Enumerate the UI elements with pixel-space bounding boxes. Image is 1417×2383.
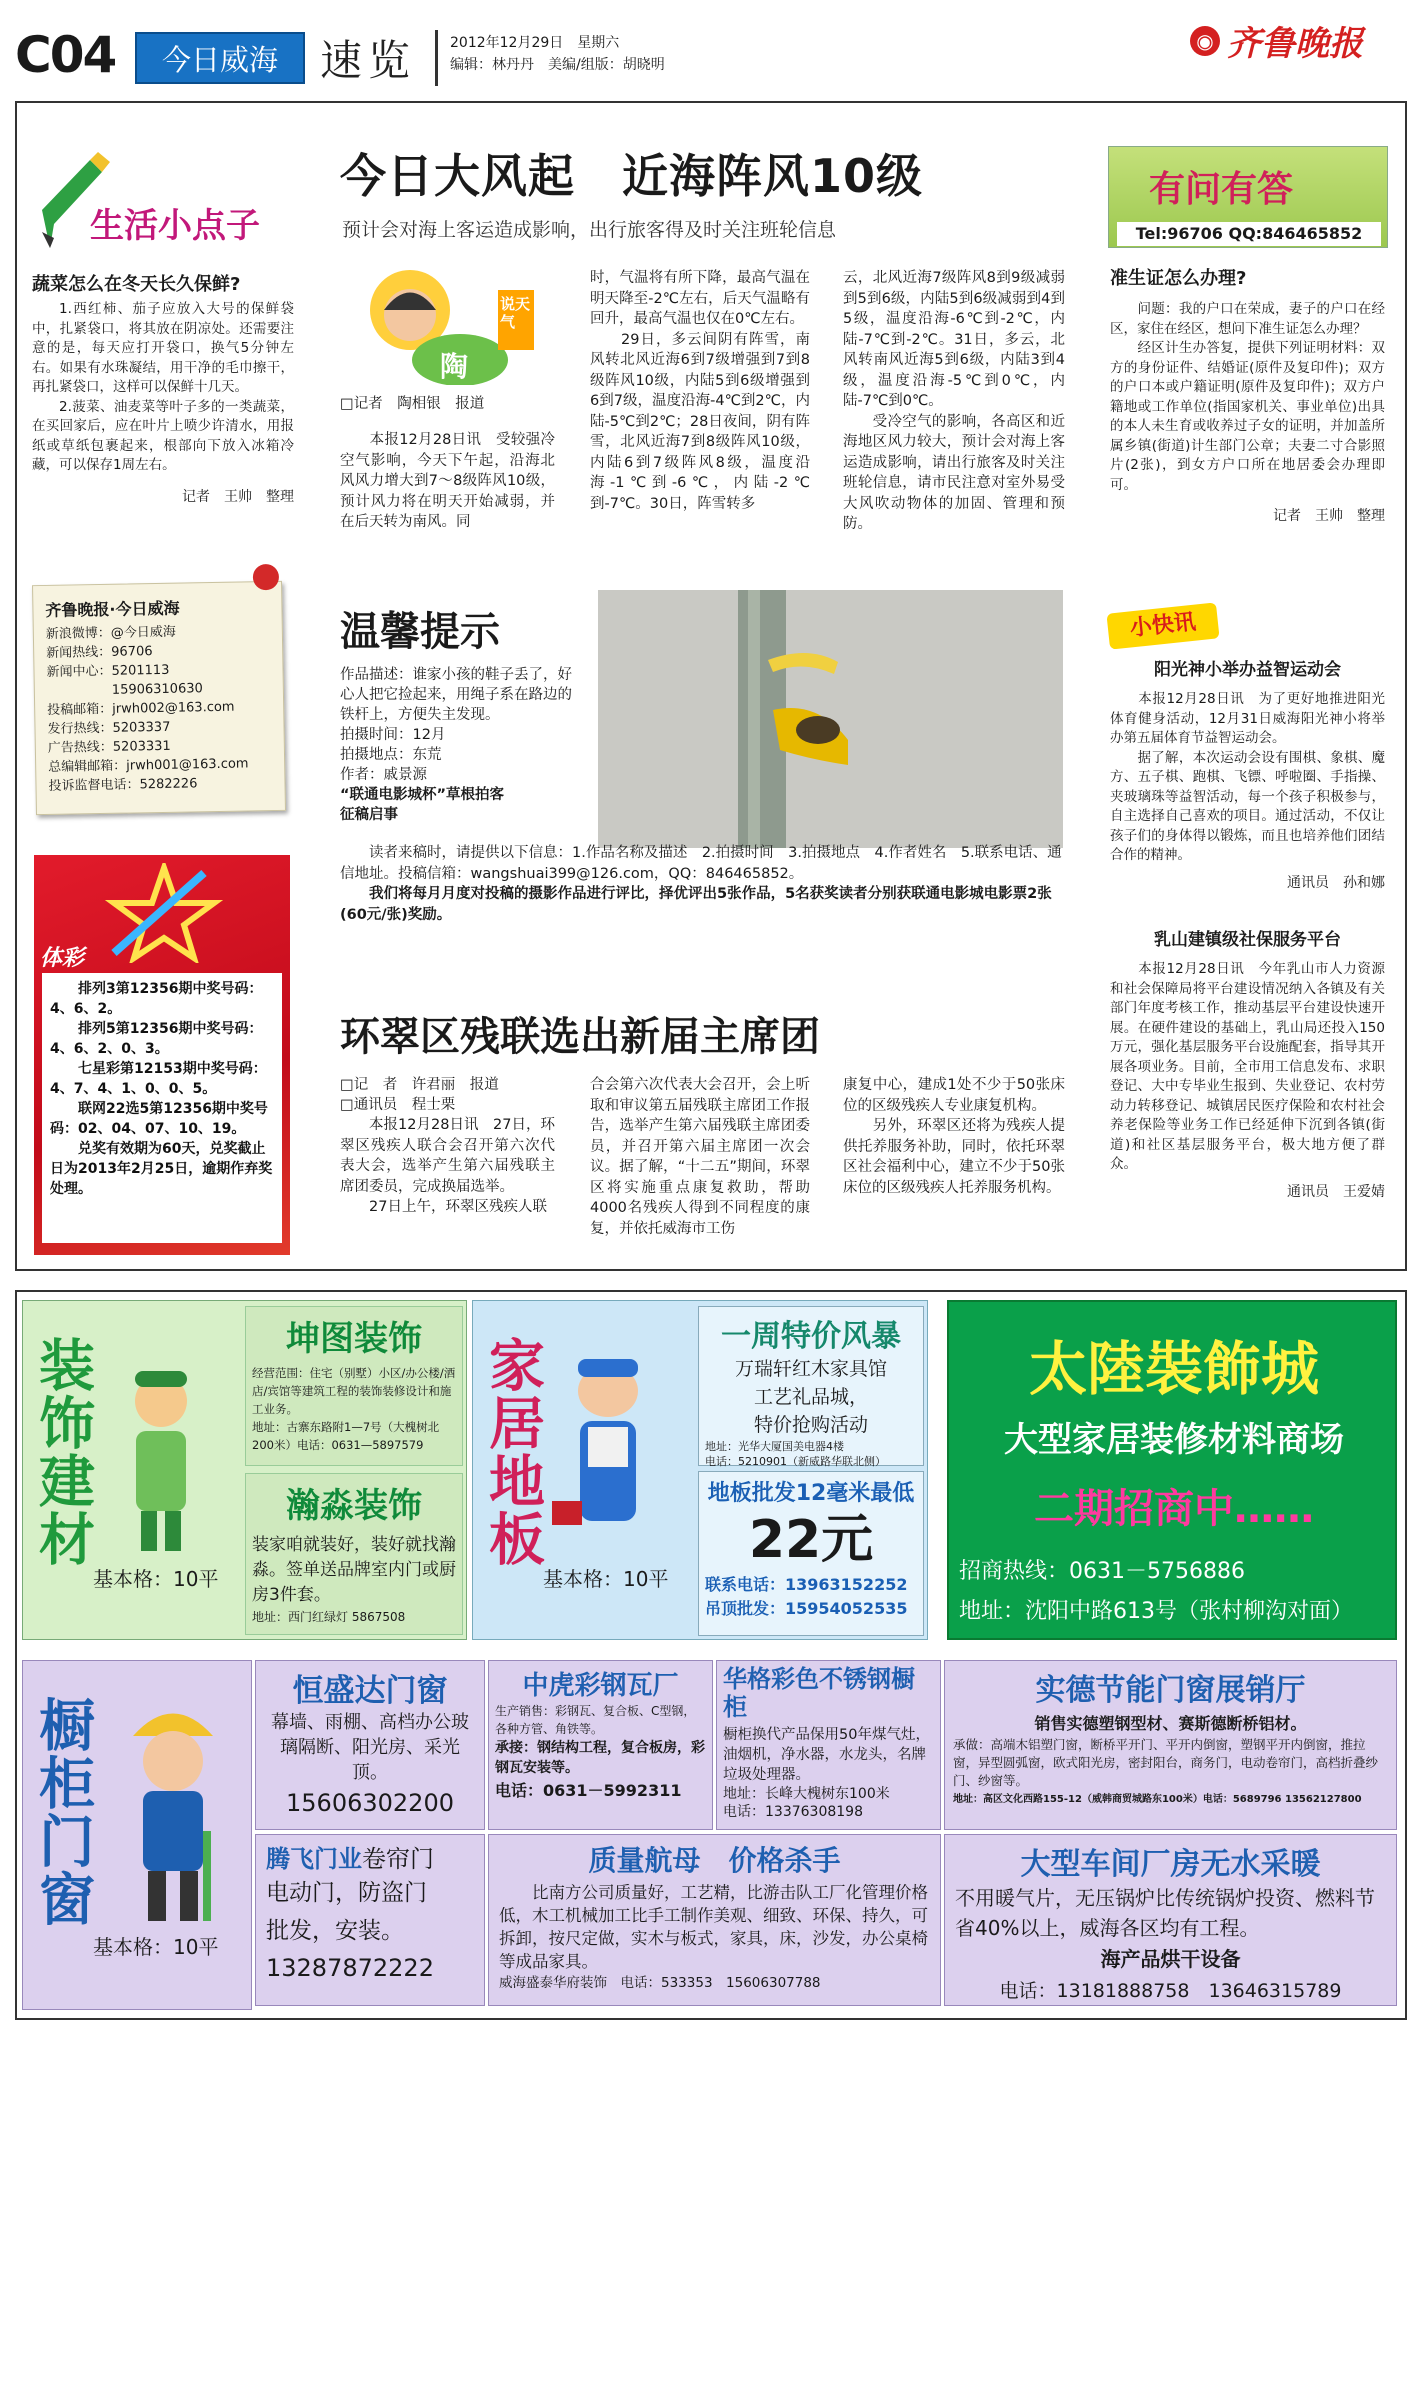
ad-heating-desc: 不用暖气片，无压锅炉比传统锅炉投资、燃料节省40%以上，威海各区均有工程。 bbox=[955, 1886, 1375, 1940]
ad-hengshengda-tel: 15606302200 bbox=[286, 1789, 454, 1817]
ad-kuntu-title: 坤图装饰 bbox=[286, 1319, 422, 1359]
weather-badge-label: 说天气 bbox=[500, 295, 531, 331]
newspaper-logo-icon: ◉ bbox=[1190, 26, 1220, 56]
qa-logo-text: 有问有答 bbox=[1149, 169, 1294, 210]
ad-tailu-title: 太陸裝飾城 bbox=[1028, 1335, 1319, 1403]
ad-zhonghu-desc: 生产销售：彩钢瓦、复合板、C型钢，各种方管、角铁等。 bbox=[495, 1704, 696, 1736]
ad-shengtai-desc: 比南方公司质量好，工艺精，比游击队工厂化管理价格低，木工机械加工比手工制作美观、细致、环保、持久，可拆卸，按尺定做，实木与板式，家具，床，沙发，办公桌椅等成品家具。 bbox=[499, 1883, 928, 1971]
brief-sign-1: 通讯员 孙和娜 bbox=[1287, 874, 1385, 891]
ad-shide-desc-2: 承做：高端木铝塑门窗，断桥平开门、平开内倒窗，塑钢平开内倒窗，推拉窗，异型圆弧窗，欧式阳光房，密封阳台，商务门，电动卷帘门，高档折叠纱门、纱窗等。 bbox=[953, 1737, 1379, 1788]
ad-tengfei-desc: 电动门，防盗门 批发，安装。 bbox=[266, 1880, 427, 1944]
ad-tailu[interactable] bbox=[947, 1300, 1397, 1640]
ad-tailu-sub: 大型家居装修材料商场 bbox=[1004, 1420, 1344, 1460]
weather-badge-name: 陶 bbox=[440, 350, 469, 383]
brief-article-2 bbox=[1110, 925, 1385, 1201]
worker-cartoon-icon bbox=[101, 1361, 221, 1561]
weather-col-2: 时，气温将有所下降，最高气温在明天降至-2℃左右，后天气温略有回升，最高气温也仅在0℃左右。 29日，多云间阴有阵雪，南风转北风近海6到7级增强到7到8级阵风10级，内陆5到6级增强到6到7级，温度沿海-4℃到2℃，内陆-5℃到2℃；28日夜间，阴有阵雪，北风近海7到8级阵风10级，内陆6到7级阵风8级，温度沿海-1℃到-6℃，内陆-2℃到-7℃。30日，阵雪转多 bbox=[590, 270, 810, 512]
section-sub: 速览 bbox=[320, 36, 417, 85]
ad-hengshengda[interactable] bbox=[255, 1660, 485, 1830]
photo-time: 拍摄时间：12月 bbox=[340, 727, 446, 743]
ad-hanmiao-title: 瀚淼装饰 bbox=[286, 1486, 422, 1526]
ad-wanrui-desc: 万瑞轩红木家具馆 工艺礼品城， 特价抢购活动 bbox=[734, 1358, 887, 1436]
ad-huage-title: 华格彩色不锈钢橱柜 bbox=[723, 1665, 915, 1721]
ad-hengshengda-desc: 幕墙、雨棚、高档办公玻璃隔断、阳光房、采光顶。 bbox=[271, 1712, 469, 1783]
ad-heating[interactable] bbox=[944, 1834, 1397, 2006]
tips-para-1: 1.西红柿、茄子应放入大号的保鲜袋中，扎紧袋口，将其放在阴凉处。还需要注意的是，每天应打开袋口，换气5分钟左右。如果有水珠凝结，用干净的毛巾擦干，再扎紧袋口，这样可以保鲜十几天。 bbox=[32, 301, 294, 395]
weather-badge bbox=[340, 265, 540, 385]
disabled-col-1: 本报12月28日讯 27日，环翠区残疾人联合会召开第六次代表大会，选举产生第六届残联主席团委员，完成换届选举。 27日上午，环翠区残疾人联 bbox=[340, 1117, 555, 1215]
lottery-item: 排列3第12356期中奖号码：4、6、2。 bbox=[50, 981, 263, 1017]
brief-sign-2: 通讯员 王爱婧 bbox=[1287, 1183, 1385, 1200]
ad-cabinet-base: 基本格：10平 bbox=[93, 1935, 219, 1959]
lottery-box bbox=[34, 855, 290, 1255]
section-name: 今日威海 bbox=[135, 32, 305, 84]
builder-cartoon-icon bbox=[103, 1691, 243, 1931]
ad-tengfei-title-2: 卷帘门 bbox=[362, 1845, 434, 1873]
ad-floor-tel-1: 联系电话：13963152252 bbox=[705, 1575, 908, 1594]
contact-line: 发行热线：5203337 bbox=[47, 719, 171, 737]
ad-floor-title: 地板批发12毫米最低 bbox=[707, 1481, 915, 1506]
divider bbox=[435, 30, 438, 86]
date-line bbox=[450, 32, 665, 76]
ad-zhonghu-desc-2: 承接：钢结构工程，复合板房，彩钢瓦安装等。 bbox=[495, 1740, 705, 1776]
ad-wanrui-addr: 地址：光华大厦国美电器4楼 电话：5210901（新威路华联北侧） bbox=[705, 1440, 886, 1468]
newspaper-logo: 齐鲁晚报 bbox=[1227, 24, 1363, 64]
brief-para-2: 本报12月28日讯 今年乳山市人力资源和社会保障局将平台建设情况纳入各镇及有关部门年度考核工作，推动基层平台建设快速开展。在硬件建设的基础上，乳山局还投入150万元，强化基层服务平台设施配套，指导其开展各项业务。目前，全市用工信息发布、求职登记、大中专毕业生报到、失业登记、农村劳动力转移登记、城镇居民医疗保险和农村社会养老保险等业务工作已经延伸下沉到各镇(街道)和社区基层服务平台，极大地方便了群众。 bbox=[1110, 961, 1385, 1172]
photo-headline: 温馨提示 bbox=[340, 609, 500, 655]
tips-sign: 记者 王帅 整理 bbox=[182, 488, 294, 505]
ad-huage[interactable] bbox=[716, 1660, 941, 1830]
ad-kuntu-addr: 地址：古寨东路附1—7号（大槐树北200米）电话：0631—5897579 bbox=[252, 1420, 440, 1452]
ad-cabinet-category: 橱柜门窗 bbox=[30, 1696, 95, 1928]
ad-shengtai[interactable] bbox=[488, 1834, 941, 2006]
photo-note-1: 读者来稿时，请提供以下信息：1.作品名称及描述 2.拍摄时间 3.拍摄地点 4.作者姓名 5.联系电话、通信地址。投稿信箱：wangshuai399@126.com，QQ：846465852。 bbox=[340, 845, 1062, 882]
ad-decoration-category: 装饰建材 bbox=[30, 1336, 95, 1568]
ad-wanrui-title: 一周特价风暴 bbox=[721, 1319, 901, 1354]
tips-logo bbox=[30, 150, 300, 255]
weather-col-1: 本报12月28日讯 受较强冷空气影响，今天下午起，沿海北风风力增大到7～8级阵风10级，预计风力将在明天开始减弱，并在后天转为南风。同 bbox=[340, 432, 555, 530]
disabled-byline: □记 者 许君丽 报道 □通讯员 程士栗 bbox=[340, 1077, 499, 1113]
photo-image bbox=[598, 590, 1063, 848]
ad-hanmiao-desc: 装家咱就装好，装好就找瀚淼。签单送品牌室内门或厨房3件套。 bbox=[252, 1535, 456, 1605]
ad-flooring-category: 家居地板 bbox=[480, 1336, 545, 1568]
ad-huage-addr: 地址：长峰大槐树东100米 bbox=[723, 1786, 890, 1802]
photo-note-2: 我们将每月月度对投稿的摄影作品进行评比，择优评出5张作品，5名获奖读者分别获联通电影城电影票2张(60元/张)奖励。 bbox=[340, 886, 1052, 923]
weather-byline: □记者 陶相银 报道 bbox=[340, 396, 485, 412]
tips-article bbox=[32, 270, 294, 506]
lottery-item: 联网22选5第12356期中奖号码：02、04、07、10、19。 bbox=[50, 1101, 268, 1137]
ad-shengtai-contact: 威海盛泰华府装饰 电话：533353 15606307788 bbox=[499, 1975, 821, 1991]
contact-line: 新闻中心：5201113 bbox=[46, 662, 170, 680]
tips-para-2: 2.菠菜、油麦菜等叶子多的一类蔬菜，在买回家后，应在叶片上喷少许清水，用报纸或草纸包裹起来，根部向下放入冰箱冷藏，可以保存1周左右。 bbox=[32, 398, 294, 473]
photo-desc: 作品描述：谁家小孩的鞋子丢了，好心人把它捡起来，用绳子系在路边的铁杆上，方便失主发现。 bbox=[340, 667, 572, 723]
photo-info bbox=[340, 665, 580, 825]
ad-hengshengda-title: 恒盛达门窗 bbox=[292, 1673, 448, 1709]
page-header bbox=[15, 22, 1405, 92]
page-number: C04 bbox=[15, 26, 116, 84]
ad-tengfei[interactable] bbox=[255, 1834, 485, 2006]
photo-event: “联通电影城杯”草根拍客 bbox=[340, 787, 505, 803]
qa-article bbox=[1110, 264, 1385, 525]
ad-tengfei-title: 腾飞门业 bbox=[266, 1845, 362, 1873]
ad-cabinet[interactable] bbox=[22, 1660, 252, 2010]
contact-line: 广告热线：5203331 bbox=[47, 738, 171, 756]
brief-article-1 bbox=[1110, 655, 1385, 892]
brief-logo-text: 小快讯 bbox=[1128, 609, 1198, 642]
ad-tailu-invest: 二期招商中…… bbox=[1034, 1486, 1314, 1532]
date: 2012年12月29日 星期六 bbox=[450, 35, 620, 51]
contact-title: 齐鲁晚报·今日威海 bbox=[45, 598, 180, 620]
ad-shide[interactable] bbox=[944, 1660, 1397, 1830]
ad-heating-title: 大型车间厂房无水采暖 bbox=[1020, 1847, 1321, 1882]
contact-line: 15906310630 bbox=[46, 681, 203, 699]
contact-note bbox=[32, 581, 286, 815]
contact-line: 新闻热线：96706 bbox=[46, 644, 153, 661]
ad-zhonghu-title: 中虎彩钢瓦厂 bbox=[522, 1671, 679, 1701]
ad-shide-addr: 地址：高区文化西路155-12（威韩商贸城路东100米）电话：5689796 13562127800 bbox=[953, 1794, 1362, 1805]
plumber-cartoon-icon bbox=[548, 1351, 668, 1561]
disabled-col-2: 合会第六次代表大会召开，会上听取和审议第五届残联主席团工作报告，选举产生第六届残联主席团委员，并召开第六届主席团一次会议。据了解，“十二五”期间，环翠区将实施重点康复救助，帮助4000名残疾人得到不同程度的康复，并依托威海市工伤 bbox=[590, 1077, 810, 1237]
ad-floor-tel-2: 吊顶批发：15954052535 bbox=[705, 1599, 908, 1618]
editors: 编辑：林丹丹 美编/组版：胡晓明 bbox=[450, 57, 665, 73]
qa-sign: 记者 王帅 整理 bbox=[1273, 508, 1385, 524]
ad-heating-tel: 电话：13181888758 13646315789 bbox=[999, 1980, 1342, 2002]
ad-floor-price: 22元 bbox=[748, 1510, 874, 1570]
photo-author: 作者：戚景源 bbox=[340, 767, 427, 783]
qa-title: 准生证怎么办理? bbox=[1110, 268, 1247, 289]
qa-question: 问题：我的户口在荣成，妻子的户口在经区，家住在经区，想问下准生证怎么办理？ bbox=[1110, 301, 1385, 337]
ad-flooring-base: 基本格：10平 bbox=[543, 1567, 669, 1591]
contact-line: 总编辑邮箱：jrwh001@163.com bbox=[48, 756, 249, 775]
ad-tailu-tel: 招商热线：0631－5756886 bbox=[959, 1559, 1245, 1584]
contact-line: 投诉监督电话：5282226 bbox=[48, 776, 198, 794]
ad-tailu-addr: 地址：沈阳中路613号（张村柳沟对面） bbox=[959, 1599, 1353, 1624]
ad-heating-sub: 海产品烘干设备 bbox=[1100, 1947, 1241, 1971]
photo-call: 征稿启事 bbox=[340, 807, 398, 823]
tips-logo-text: 生活小点子 bbox=[90, 206, 260, 246]
ad-shengtai-title: 质量航母 价格杀手 bbox=[588, 1844, 841, 1877]
brief-para-1: 本报12月28日讯 为了更好地推进阳光体育健身活动，12月31日威海阳光神小将举办第五届体育节益智运动会。 据了解，本次运动会设有围棋、象棋、魔方、五子棋、跑棋、飞镖、呼啦圈、手指操、夹玻璃珠等益智活动，每一个孩子积极参与，自主选择自己喜欢的项目。通过活动，不仅让孩子们的身体得以锻炼，而且也培养他们团结合作的精神。 bbox=[1110, 691, 1385, 863]
weather-subtitle: 预计会对海上客运造成影响，出行旅客得及时关注班轮信息 bbox=[342, 219, 837, 241]
ad-decoration[interactable] bbox=[22, 1300, 467, 1640]
photo-place: 拍摄地点：东荒 bbox=[340, 747, 442, 763]
shoe-on-pole-photo bbox=[598, 590, 1063, 848]
qa-answer: 经区计生办答复，提供下列证明材料：双方的身份证件、结婚证(原件及复印件)；双方的户口本或户籍证明(原件及复印件)；双方户籍地或工作单位(指国家机关、事业单位)出具的本人未生育或收养过子女的证明，并加盖所属乡镇(街道)计生部门公章；夫妻二寸合影照片(2张)，到女方户口所在地居委会办理即可。 bbox=[1110, 340, 1385, 493]
lottery-item: 七星彩第12153期中奖号码：4、7、4、1、0、0、5。 bbox=[50, 1061, 267, 1097]
weather-headline: 今日大风起 近海阵风10级 bbox=[340, 149, 924, 203]
ad-hanmiao-addr: 地址：西门红绿灯 5867508 bbox=[252, 1610, 406, 1624]
tips-title: 蔬菜怎么在冬天长久保鲜? bbox=[32, 274, 241, 295]
qa-logo bbox=[1108, 146, 1388, 248]
lottery-item: 排列5第12356期中奖号码：4、6、2、0、3。 bbox=[50, 1021, 263, 1057]
photo-notes bbox=[340, 843, 1065, 925]
contact-line: 新浪微博：@今日威海 bbox=[45, 624, 177, 642]
contact-line: 投稿邮箱：jrwh002@163.com bbox=[47, 699, 235, 718]
ad-shide-title: 实德节能门窗展销厅 bbox=[1035, 1673, 1306, 1708]
ad-huage-tel: 电话：13376308198 bbox=[723, 1804, 863, 1820]
ad-decoration-base: 基本格：10平 bbox=[93, 1567, 219, 1591]
ad-zhonghu[interactable] bbox=[488, 1660, 713, 1830]
brief-title-1: 阳光神小举办益智运动会 bbox=[1154, 660, 1341, 680]
weather-col-3: 云，北风近海7级阵风8到9级减弱到5到6级，内陆5到6级减弱到4到5级，温度沿海-6℃到-2℃，内陆-7℃到-2℃。31日，多云，北风转南风近海5到6级，内陆3到4级，温度沿海-5℃到0℃，内陆-7℃到0℃。 受冷空气的影响，各高区和近海地区风力较大，预计会对海上客运造成影响，请出行旅客及时关注班轮信息，请市民注意对室外易受大风吹动物体的加固、管理和预防。 bbox=[843, 270, 1065, 532]
lottery-label: 体彩 bbox=[40, 946, 85, 971]
ad-kuntu-desc: 经营范围：住宅（别墅）小区/办公楼/酒店/宾馆等建筑工程的装饰装修设计和施工业务。 bbox=[252, 1366, 456, 1416]
star-burst-icon bbox=[94, 863, 234, 963]
ad-flooring[interactable] bbox=[472, 1300, 928, 1640]
ad-zhonghu-tel: 电话：0631－5992311 bbox=[495, 1781, 682, 1800]
disabled-col-3: 康复中心，建成1处不少于50张床位的区级残疾人专业康复机构。 另外，环翠区还将为残疾人提供托养服务补助，同时，依托环翠区社会福利中心，建立不少于50张床位的区级残疾人托养服务机构。 bbox=[843, 1077, 1065, 1196]
brief-title-2: 乳山建镇级社保服务平台 bbox=[1154, 930, 1341, 950]
disabled-headline: 环翠区残联选出新届主席团 bbox=[340, 1014, 820, 1060]
ad-tengfei-tel: 13287872222 bbox=[266, 1954, 434, 1982]
ad-shide-desc: 销售实德塑钢型材、赛斯德断桥铝材。 bbox=[1034, 1714, 1307, 1733]
ad-huage-desc: 橱柜换代产品保用50年煤气灶，油烟机，净水器，水龙头，名牌垃圾处理器。 bbox=[723, 1727, 930, 1783]
lottery-note: 兑奖有效期为60天，兑奖截止日为2013年2月25日，逾期作弃奖处理。 bbox=[50, 1141, 273, 1197]
qa-tel: Tel:96706 QQ:846465852 bbox=[1117, 222, 1381, 246]
